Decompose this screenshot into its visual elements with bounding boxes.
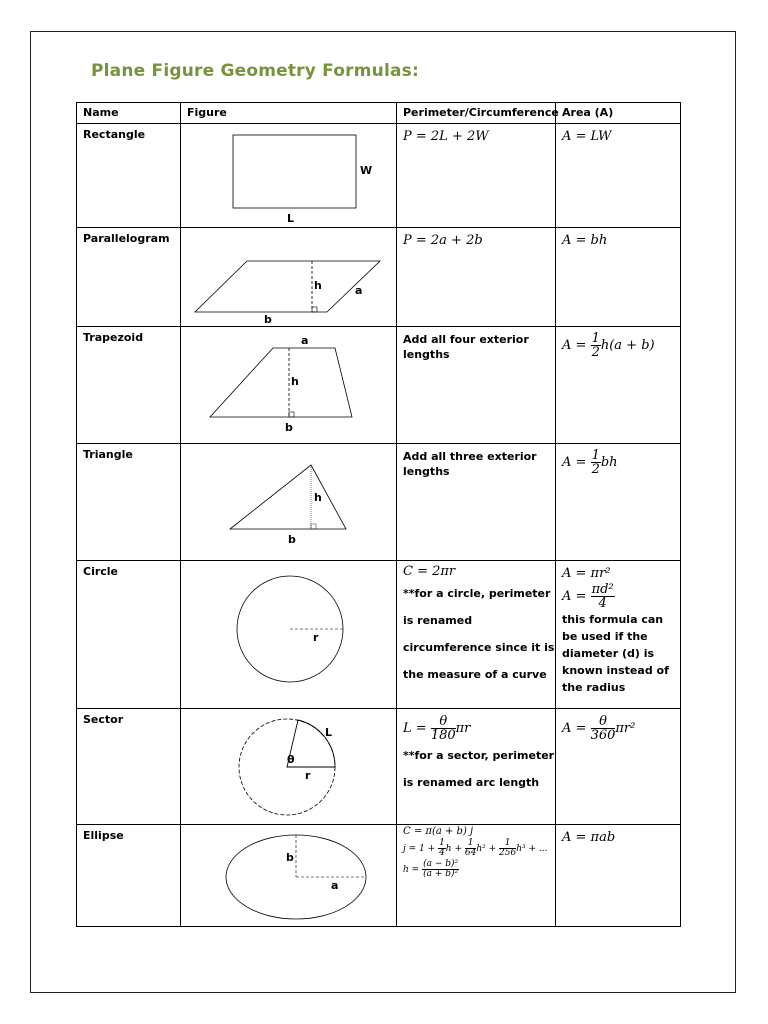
circle-area2-num: πd² — [591, 582, 614, 597]
circle-area-formula-diameter — [562, 583, 680, 610]
triangle-area — [556, 444, 681, 561]
ellipse-j-frac3-num: 1 — [499, 839, 516, 849]
ellipse-j-term3: h³ + ... — [516, 844, 548, 854]
ellipse-j-frac3 — [499, 839, 516, 858]
ellipse-perimeter-line3 — [403, 860, 555, 879]
sector-perimeter-formula — [403, 712, 555, 742]
trapezoid-label-h: h — [291, 375, 299, 388]
triangle-perimeter — [397, 444, 556, 561]
triangle-area-prefix: A = — [562, 455, 587, 470]
circle-area — [556, 561, 681, 709]
table-row — [77, 825, 681, 927]
ellipse-h-frac — [422, 860, 459, 879]
formulas-table — [76, 102, 681, 927]
trapezoid-area-prefix: A = — [562, 338, 587, 353]
sector-label-l: L — [325, 726, 333, 739]
rectangle-perimeter — [397, 124, 556, 228]
ellipse-label-a: a — [331, 879, 339, 892]
ellipse-j-frac2 — [465, 839, 476, 858]
trapezoid-perimeter — [397, 327, 556, 444]
rectangle-label-w: W — [360, 164, 373, 177]
sector-perimeter-suffix: πr — [455, 721, 471, 736]
sector-area-num: θ — [591, 715, 616, 729]
row-name-trapezoid: Trapezoid — [77, 327, 181, 444]
parallelogram-label-h: h — [314, 279, 322, 292]
parallelogram-figure — [181, 228, 397, 327]
ellipse-j-term2: h² + — [476, 844, 497, 854]
circle-perimeter-formula: C = 2πr — [403, 564, 456, 579]
ellipse-j-frac1 — [438, 839, 446, 858]
table-row — [77, 228, 681, 327]
ellipse-j-frac3-den: 256 — [499, 848, 517, 858]
sector-label-r: r — [305, 769, 311, 782]
ellipse-label-b: b — [286, 851, 294, 864]
sector-perimeter-den: 180 — [430, 728, 456, 743]
sector-area-prefix: A = — [562, 721, 587, 736]
table-row — [77, 124, 681, 228]
ellipse-area — [556, 825, 681, 927]
triangle-figure — [181, 444, 397, 561]
header-figure: Figure — [181, 103, 397, 124]
rectangle-area — [556, 124, 681, 228]
ellipse-area-formula: A = πab — [562, 830, 616, 845]
triangle-area-fraction — [591, 449, 601, 476]
sector-figure — [181, 709, 397, 825]
sector-perimeter — [397, 709, 556, 825]
trapezoid-label-b: b — [285, 421, 293, 434]
table-row — [77, 327, 681, 444]
circle-perimeter-note: **for a circle, perimeter is renamed circumference since it is the measure of a curve — [403, 587, 555, 681]
sector-label-theta: θ — [287, 753, 295, 766]
table-row — [77, 709, 681, 825]
parallelogram-perimeter-formula: P = 2a + 2b — [403, 233, 483, 248]
triangle-area-formula — [562, 447, 680, 476]
rectangle-perimeter-formula: P = 2L + 2W — [403, 129, 489, 144]
trapezoid-area-den: 2 — [591, 345, 600, 360]
trapezoid-area-fraction — [591, 332, 601, 359]
ellipse-j-frac2-num: 1 — [465, 839, 476, 849]
circle-label-r: r — [313, 631, 319, 644]
ellipse-h-prefix: h = — [403, 865, 420, 875]
row-name-ellipse: Ellipse — [77, 825, 181, 927]
trapezoid-area — [556, 327, 681, 444]
trapezoid-area-formula — [562, 330, 680, 359]
sector-area-fraction — [591, 715, 616, 742]
ellipse-figure — [181, 825, 397, 927]
header-area: Area (A) — [556, 103, 681, 124]
triangle-label-h: h — [314, 491, 322, 504]
trapezoid-figure — [181, 327, 397, 444]
header-name: Name — [77, 103, 181, 124]
trapezoid-area-num: 1 — [591, 331, 600, 346]
circle-area-note: this formula can be used if the diameter (d) is known instead of the radius — [562, 613, 669, 694]
trapezoid-label-a: a — [301, 334, 309, 347]
triangle-area-den: 2 — [591, 462, 600, 477]
ellipse-j-frac1-num: 1 — [439, 838, 445, 848]
ellipse-j-prefix: j = 1 + — [403, 844, 436, 854]
ellipse-j-frac1-den: 4 — [439, 848, 445, 858]
row-name-rectangle: Rectangle — [77, 124, 181, 228]
circle-area2-den: 4 — [598, 596, 607, 611]
row-name-parallelogram: Parallelogram — [77, 228, 181, 327]
header-perimeter: Perimeter/Circumference — [397, 103, 556, 124]
parallelogram-area-formula: A = bh — [562, 233, 608, 248]
ellipse-perimeter-line2 — [403, 839, 555, 858]
table-row — [77, 561, 681, 709]
sector-area-formula — [562, 712, 680, 742]
rectangle-figure — [181, 124, 397, 228]
ellipse-j-frac2-den: 64 — [464, 848, 477, 858]
parallelogram-label-b: b — [264, 313, 272, 325]
ellipse-j-term1: h + — [445, 844, 462, 854]
row-name-triangle: Triangle — [77, 444, 181, 561]
page-title: Plane Figure Geometry Formulas: — [91, 61, 419, 81]
rectangle-label-l: L — [287, 212, 295, 225]
circle-perimeter — [397, 561, 556, 709]
sector-perimeter-fraction — [431, 715, 456, 742]
sector-area-suffix: πr² — [615, 721, 636, 736]
parallelogram-perimeter — [397, 228, 556, 327]
circle-area2-prefix: A = — [562, 589, 587, 604]
row-name-sector: Sector — [77, 709, 181, 825]
triangle-area-num: 1 — [591, 448, 600, 463]
row-name-circle: Circle — [77, 561, 181, 709]
parallelogram-label-a: a — [355, 284, 363, 297]
sector-perimeter-num: θ — [431, 715, 456, 729]
triangle-perimeter-text: Add all three exterior lengths — [403, 450, 537, 478]
trapezoid-area-suffix: h(a + b) — [600, 338, 655, 353]
circle-area2-fraction — [591, 583, 615, 610]
ellipse-perimeter — [397, 825, 556, 927]
sector-area — [556, 709, 681, 825]
ellipse-h-num: (a − b)² — [423, 859, 459, 869]
sector-perimeter-prefix: L = — [403, 721, 427, 736]
ellipse-h-den: (a + b)² — [423, 869, 459, 879]
table-header-row — [77, 103, 681, 124]
ellipse-perimeter-line1: C = π(a + b) j — [403, 826, 474, 837]
sector-perimeter-note: **for a sector, perimeter is renamed arc length — [403, 749, 555, 789]
circle-area-formula: A = πr² — [562, 566, 611, 581]
trapezoid-perimeter-text: Add all four exterior lengths — [403, 333, 529, 361]
rectangle-area-formula: A = LW — [562, 129, 612, 144]
triangle-area-suffix: bh — [600, 455, 618, 470]
table-row — [77, 444, 681, 561]
triangle-label-b: b — [288, 533, 296, 546]
circle-figure — [181, 561, 397, 709]
parallelogram-area — [556, 228, 681, 327]
sector-area-den: 360 — [590, 728, 616, 743]
